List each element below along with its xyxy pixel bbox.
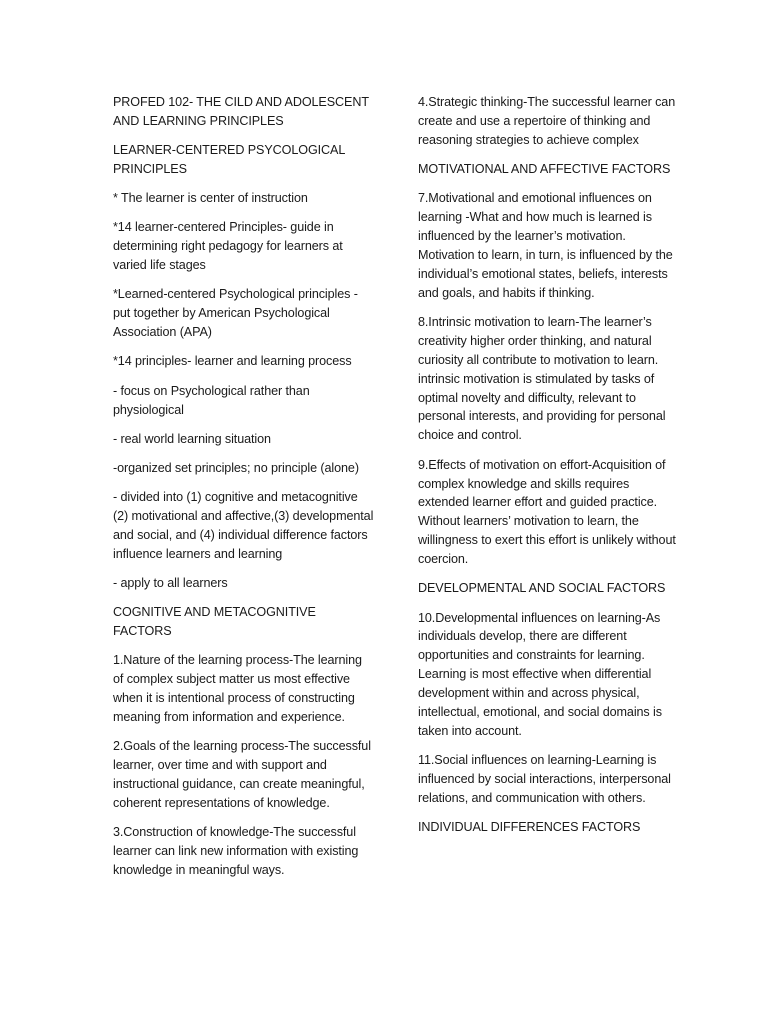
principle-paragraph: 4.Strategic thinking-The successful learner can create and use a repertoire of thinking and reasoning strategies to achieve complex bbox=[418, 95, 676, 147]
principle-paragraph: 8.Intrinsic motivation to learn-The learner’s creativity higher order thinking, and natural curiosity all contribute to motivation to learn. intrinsic motivation is stimulated by tasks of optimal novelty and difficulty, relevant to personal interests, and providing for personal choice and control. bbox=[418, 314, 666, 443]
principle-paragraph: 10.Developmental influences on learning-As individuals develop, there are different opportunities and constraints for learning. Learning is most effective when differential development within and across physical, intellectual, emotional, and social domains is taken into account. bbox=[418, 610, 662, 738]
bullet-paragraph: - real world learning situation bbox=[113, 431, 271, 446]
principle-paragraph: 3.Construction of knowledge-The successful learner can link new information with existing knowledge in meaningful ways. bbox=[113, 825, 359, 878]
section-heading: DEVELOPMENTAL AND SOCIAL FACTORS bbox=[418, 581, 666, 596]
principle-paragraph: 2.Goals of the learning process-The successful learner, over time and with support and instructional guidance, can create meaningful, coherent representations of knowledge. bbox=[113, 739, 371, 811]
principle-paragraph: 11.Social influences on learning-Learning is influenced by social interactions, interpersonal relations, and communication with others. bbox=[418, 753, 671, 805]
principle-paragraph: 7.Motivational and emotional influences on learning -What and how much is learned is influenced by the learner’s motivation. Motivation to learn, in turn, is influenced by the individual’s emotional states, beliefs, interests and goals, and habits if thinking. bbox=[418, 191, 673, 300]
section-heading: LEARNER-CENTERED PSYCOLOGICAL PRINCIPLES bbox=[113, 143, 345, 177]
section-heading: INDIVIDUAL DIFFERENCES FACTORS bbox=[418, 820, 641, 835]
bullet-paragraph: *14 learner-centered Principles- guide in determining right pedagogy for learners at varied life stages bbox=[113, 220, 343, 273]
bullet-paragraph: -organized set principles; no principle (alone) bbox=[113, 460, 359, 475]
bullet-paragraph: *14 principles- learner and learning process bbox=[113, 354, 352, 369]
section-heading: COGNITIVE AND METACOGNITIVE FACTORS bbox=[113, 605, 316, 639]
bullet-paragraph: * The learner is center of instruction bbox=[113, 191, 308, 206]
bullet-paragraph: - focus on Psychological rather than physiological bbox=[113, 383, 310, 417]
bullet-paragraph: - divided into (1) cognitive and metacognitive (2) motivational and affective,(3) developmental and social, and (4) individual difference factors influence learners and learning bbox=[113, 490, 374, 561]
bullet-paragraph: *Learned-centered Psychological principles - put together by American Psychological Association (APA) bbox=[113, 287, 358, 340]
document-title: PROFED 102- THE CILD AND ADOLESCENT AND LEARNING PRINCIPLES bbox=[113, 95, 369, 128]
bullet-paragraph: - apply to all learners bbox=[113, 576, 228, 591]
right-column bbox=[418, 93, 680, 847]
left-column bbox=[113, 93, 375, 890]
principle-paragraph: 1.Nature of the learning process-The learning of complex subject matter us most effective when it is intentional process of constructing meaning from information and experience. bbox=[113, 653, 362, 725]
section-heading: MOTIVATIONAL AND AFFECTIVE FACTORS bbox=[418, 162, 671, 177]
principle-paragraph: 9.Effects of motivation on effort-Acquisition of complex knowledge and skills requires extended learner effort and guided practice. Without learners’ motivation to learn, the willingness to exert this effort is unlikely without coercion. bbox=[418, 457, 676, 567]
